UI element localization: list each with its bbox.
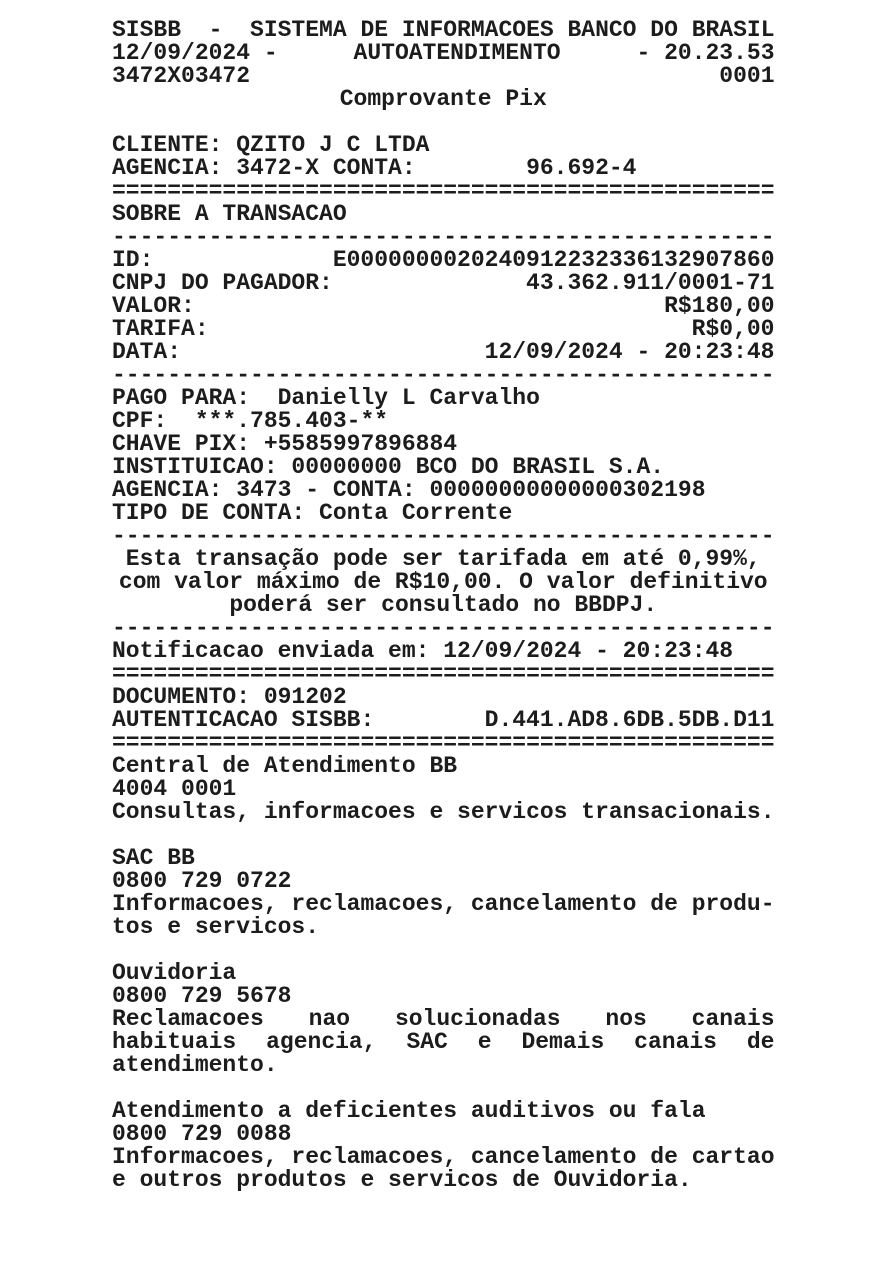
field-label: ID: bbox=[112, 247, 154, 273]
spacer bbox=[112, 939, 775, 962]
footer-sac-description: tos e servicos. bbox=[112, 914, 320, 940]
footer-ouvidoria-title: Ouvidoria bbox=[112, 960, 237, 986]
field-row-valor bbox=[112, 295, 775, 318]
footer-ouvidoria-description: habituais agencia, SAC e Demais canais de bbox=[112, 1029, 775, 1055]
footer-central-title: Central de Atendimento BB bbox=[112, 753, 458, 779]
field-value: E0000000020240912232336132907860 bbox=[332, 247, 775, 273]
terminal-id: 3472X03472 bbox=[112, 63, 251, 89]
tariff-notice-line: poderá ser consultado no BBDPJ. bbox=[229, 592, 658, 618]
session-time: - 20.23.53 bbox=[636, 40, 775, 66]
pix-receipt-document bbox=[112, 0, 775, 1192]
footer-deficientes-title: Atendimento a deficientes auditivos ou fala bbox=[112, 1098, 706, 1124]
field-value: R$180,00 bbox=[664, 293, 775, 319]
system-name-line: SISBB - SISTEMA DE INFORMACOES BANCO DO BRASIL bbox=[112, 17, 775, 43]
payee-institution-line: INSTITUICAO: 00000000 BCO DO BRASIL S.A. bbox=[112, 454, 665, 480]
field-label: CNPJ DO PAGADOR: bbox=[112, 270, 333, 296]
field-row-id bbox=[112, 249, 775, 272]
field-row-cnpj bbox=[112, 272, 775, 295]
footer-ouvidoria-phone: 0800 729 5678 bbox=[112, 983, 292, 1009]
payee-name-line: PAGO PARA: Danielly L Carvalho bbox=[112, 385, 540, 411]
document-number-line: DOCUMENTO: 091202 bbox=[112, 684, 347, 710]
field-row-data bbox=[112, 341, 775, 364]
client-line: CLIENTE: QZITO J C LTDA bbox=[112, 132, 430, 158]
footer-ouvidoria-description: atendimento. bbox=[112, 1052, 278, 1078]
footer-central-description: Consultas, informacoes e servicos transacionais. bbox=[112, 799, 775, 825]
field-value: 43.362.911/0001-71 bbox=[526, 270, 775, 296]
receipt-title: Comprovante Pix bbox=[339, 86, 547, 112]
divider-single: ------------------------------------------------ bbox=[112, 224, 775, 250]
tariff-notice-line: Esta transação pode ser tarifada em até 0,99%, bbox=[125, 546, 761, 572]
section-title-transaction: SOBRE A TRANSACAO bbox=[112, 201, 347, 227]
divider-double: ================================================ bbox=[112, 730, 775, 756]
payee-pix-key-line: CHAVE PIX: +5585997896884 bbox=[112, 431, 458, 457]
footer-deficientes-description: Informacoes, reclamacoes, cancelamento de cartao bbox=[112, 1144, 775, 1170]
field-value: R$0,00 bbox=[691, 316, 775, 342]
field-label: DATA: bbox=[112, 339, 182, 365]
terminal-line bbox=[112, 65, 775, 88]
spacer bbox=[112, 824, 775, 847]
session-line bbox=[112, 42, 775, 65]
authentication-label: AUTENTICACAO SISBB: bbox=[112, 707, 375, 733]
divider-single: ------------------------------------------------ bbox=[112, 523, 775, 549]
spacer bbox=[112, 111, 775, 134]
payee-agency-account-line: AGENCIA: 3473 - CONTA: 00000000000000302198 bbox=[112, 477, 706, 503]
session-date: 12/09/2024 - bbox=[112, 40, 278, 66]
session-channel: AUTOATENDIMENTO bbox=[353, 40, 561, 66]
divider-single: ------------------------------------------------ bbox=[112, 362, 775, 388]
divider-double: ================================================ bbox=[112, 661, 775, 687]
notification-line: Notificacao enviada em: 12/09/2024 - 20:23:48 bbox=[112, 638, 734, 664]
authentication-line bbox=[112, 709, 775, 732]
divider-double: ================================================ bbox=[112, 178, 775, 204]
payee-cpf-line: CPF: ***.785.403-** bbox=[112, 408, 389, 434]
field-label: VALOR: bbox=[112, 293, 195, 319]
footer-sac-title: SAC BB bbox=[112, 845, 195, 871]
spacer bbox=[112, 1077, 775, 1100]
field-value: 12/09/2024 - 20:23:48 bbox=[484, 339, 775, 365]
payee-account-type-line: TIPO DE CONTA: Conta Corrente bbox=[112, 500, 513, 526]
authentication-value: D.441.AD8.6DB.5DB.D11 bbox=[484, 707, 775, 733]
page-number: 0001 bbox=[719, 63, 775, 89]
footer-sac-phone: 0800 729 0722 bbox=[112, 868, 292, 894]
footer-sac-description: Informacoes, reclamacoes, cancelamento de produ- bbox=[112, 891, 775, 917]
footer-central-phone: 4004 0001 bbox=[112, 776, 237, 802]
footer-deficientes-phone: 0800 729 0088 bbox=[112, 1121, 292, 1147]
footer-deficientes-description: e outros produtos e servicos de Ouvidoria. bbox=[112, 1167, 692, 1193]
footer-ouvidoria-description: Reclamacoes nao solucionadas nos canais bbox=[112, 1006, 775, 1032]
field-row-tarifa bbox=[112, 318, 775, 341]
tariff-notice-line: com valor máximo de R$10,00. O valor definitivo bbox=[118, 569, 768, 595]
divider-single: ------------------------------------------------ bbox=[112, 615, 775, 641]
field-label: TARIFA: bbox=[112, 316, 209, 342]
agency-account-line: AGENCIA: 3472-X CONTA: 96.692-4 bbox=[112, 155, 637, 181]
